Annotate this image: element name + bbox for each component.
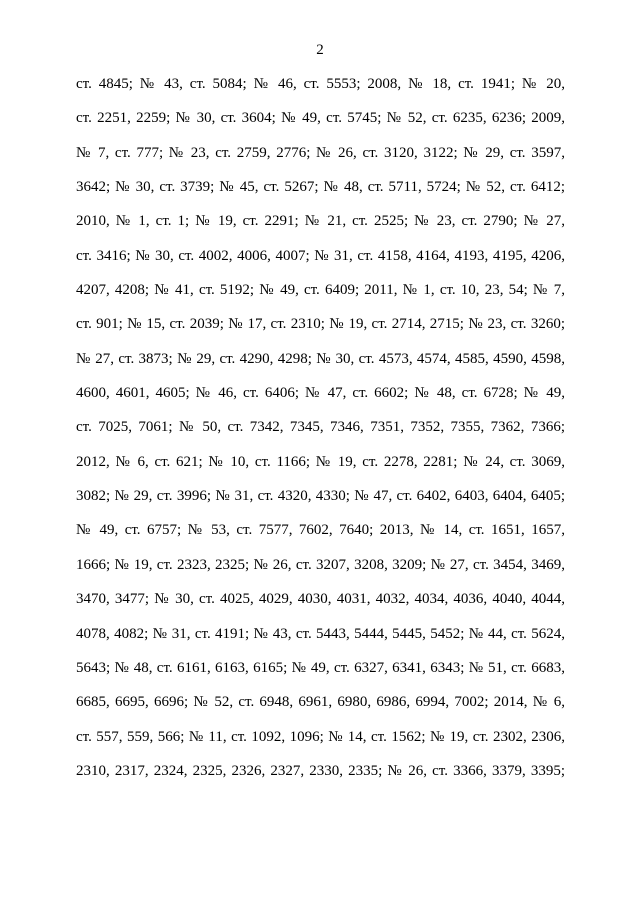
- text-line: № 7, ст. 777; № 23, ст. 2759, 2776; № 26, ст. 3120, 3122; № 29, ст. 3597,: [76, 144, 565, 161]
- text-line: ст. 901; № 15, ст. 2039; № 17, ст. 2310; № 19, ст. 2714, 2715; № 23, ст. 3260;: [76, 316, 565, 333]
- text-line: 5643; № 48, ст. 6161, 6163, 6165; № 49, ст. 6327, 6341, 6343; № 51, ст. 6683,: [76, 659, 565, 676]
- page-number: 2: [316, 42, 324, 58]
- text-line: ст. 557, 559, 566; № 11, ст. 1092, 1096; № 14, ст. 1562; № 19, ст. 2302, 2306,: [76, 728, 565, 745]
- text-line: 3642; № 30, ст. 3739; № 45, ст. 5267; № 48, ст. 5711, 5724; № 52, ст. 6412;: [76, 179, 565, 196]
- text-line: ст. 7025, 7061; № 50, ст. 7342, 7345, 7346, 7351, 7352, 7355, 7362, 7366;: [76, 419, 565, 436]
- text-line: 4078, 4082; № 31, ст. 4191; № 43, ст. 5443, 5444, 5445, 5452; № 44, ст. 5624,: [76, 625, 565, 642]
- text-line: 2012, № 6, ст. 621; № 10, ст. 1166; № 19, ст. 2278, 2281; № 24, ст. 3069,: [76, 453, 565, 470]
- body-text: [76, 74, 565, 795]
- text-line: 6685, 6695, 6696; № 52, ст. 6948, 6961, 6980, 6986, 6994, 7002; 2014, № 6,: [76, 694, 565, 711]
- text-line: 1666; № 19, ст. 2323, 2325; № 26, ст. 3207, 3208, 3209; № 27, ст. 3454, 3469,: [76, 556, 565, 573]
- text-line: 2310, 2317, 2324, 2325, 2326, 2327, 2330, 2335; № 26, ст. 3366, 3379, 3395;: [76, 762, 565, 779]
- text-line: ст. 4845; № 43, ст. 5084; № 46, ст. 5553; 2008, № 18, ст. 1941; № 20,: [76, 76, 565, 92]
- text-line: 3082; № 29, ст. 3996; № 31, ст. 4320, 4330; № 47, ст. 6402, 6403, 6404, 6405;: [76, 488, 565, 505]
- text-line: 4207, 4208; № 41, ст. 5192; № 49, ст. 6409; 2011, № 1, ст. 10, 23, 54; № 7,: [76, 282, 565, 299]
- text-line: № 49, ст. 6757; № 53, ст. 7577, 7602, 7640; 2013, № 14, ст. 1651, 1657,: [76, 522, 565, 539]
- text-line: ст. 2251, 2259; № 30, ст. 3604; № 49, ст. 5745; № 52, ст. 6235, 6236; 2009,: [76, 110, 565, 127]
- text-line: ст. 3416; № 30, ст. 4002, 4006, 4007; № 31, ст. 4158, 4164, 4193, 4195, 4206,: [76, 247, 565, 264]
- text-line: 4600, 4601, 4605; № 46, ст. 6406; № 47, ст. 6602; № 48, ст. 6728; № 49,: [76, 385, 565, 402]
- text-line: 3470, 3477; № 30, ст. 4025, 4029, 4030, 4031, 4032, 4034, 4036, 4040, 4044,: [76, 591, 565, 608]
- text-line: 2010, № 1, ст. 1; № 19, ст. 2291; № 21, ст. 2525; № 23, ст. 2790; № 27,: [76, 213, 565, 230]
- text-line: № 27, ст. 3873; № 29, ст. 4290, 4298; № 30, ст. 4573, 4574, 4585, 4590, 4598,: [76, 350, 565, 367]
